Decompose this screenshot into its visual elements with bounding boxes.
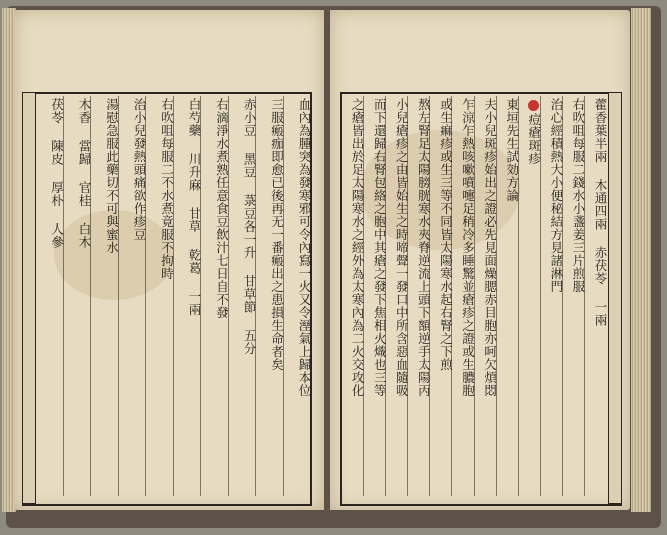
text-column: 藿香葉半兩 木通四兩 赤茯苓 一兩: [584, 96, 606, 496]
text-column: 赤小豆 黑豆 菉豆各一升 甘草節 五分: [228, 96, 256, 496]
text-column: 治小兒發熱頭痛欲作疹豆: [118, 96, 146, 496]
right-text-columns: [342, 96, 606, 496]
left-text-columns: [36, 96, 310, 496]
chapter-heading-text: 痘瘡斑疹: [526, 113, 542, 165]
text-column: 而下還歸右腎包絡之胞中其瘡之發下焦相火熾也三等: [363, 96, 385, 496]
left-page-fishtail-strip: [22, 92, 36, 504]
text-column: 東垣先生試効方論: [496, 96, 518, 496]
text-column: 右吹咀每服二不水煮竟服不拘時: [145, 96, 173, 496]
text-column: 右吹咀每服二錢水小盞姜三片煎服: [562, 96, 584, 496]
text-column: 或生痲疹或生三等不同皆太陽寒水起右腎之下煎: [429, 96, 451, 496]
text-column: 血內為腫突為發寒邪可令內寫一火又令溼氣上歸本位: [283, 96, 311, 496]
text-column: 之瘡皆出於足太陽寒水之經外為太寒內為二火交攻化: [350, 98, 366, 397]
right-page-fishtail-strip: [608, 92, 622, 504]
right-page: [330, 10, 630, 510]
text-column: 夫小兒斑疹始出之證必先見面燥腮赤目胞亦呵欠煩悶: [474, 96, 496, 496]
red-seal-dot-icon: [528, 100, 539, 111]
text-column: 治心經積熱大小便秘結方見諸淋門: [540, 96, 562, 496]
text-column: 熬左腎足太陽膀胱寒水夾脊逆流上頭下額逆手太陽丙: [407, 96, 429, 496]
text-column: 茯苓 陳皮 厚朴 人參: [49, 98, 65, 249]
text-column: 小兒瘡疹之由皆始生之時啼聲一發口中所含惡血隨吸: [385, 96, 407, 496]
text-column: 白芍藥 川升麻 甘草 乾葛 一兩: [173, 96, 201, 496]
chapter-heading: [518, 96, 540, 496]
left-page: [14, 10, 324, 510]
text-column: 木香 當歸 官桂 白木: [63, 96, 91, 496]
text-column: 乍涼乍熱咳嗽噴嚏足稍冷多睡驚並瘡疹之證或生膿胞: [451, 96, 473, 496]
text-column: 三服瘢痂即愈已後再无一番瘢出之患損生命者矣: [255, 96, 283, 496]
right-page-edges: [631, 8, 651, 512]
text-column: 右滴淨水煮熟任意食豆飲汁七日自不發: [200, 96, 228, 496]
text-column: 湯慰急服此藥切不可與蜜水: [90, 96, 118, 496]
